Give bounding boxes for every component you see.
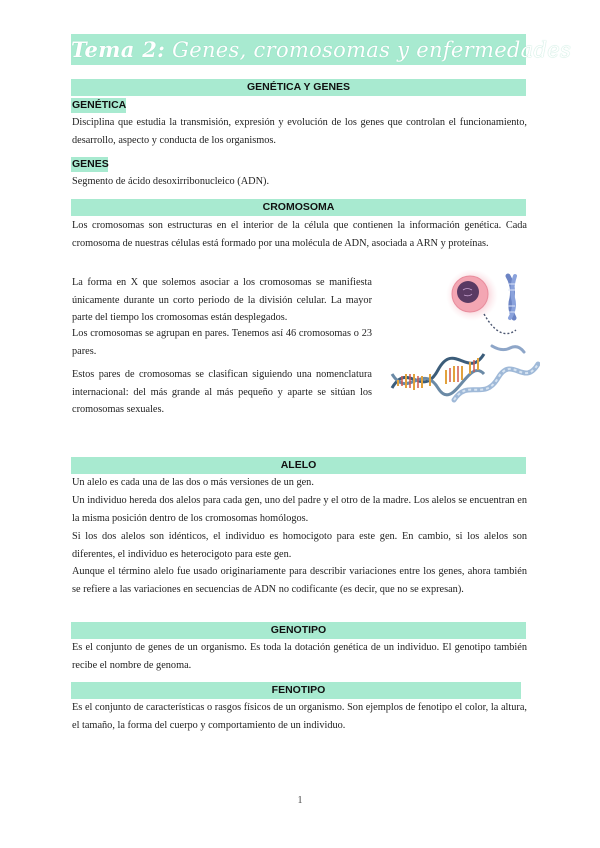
section-heading-alelo: ALELO: [280, 459, 317, 471]
section-heading-cromosoma: CROMOSOMA: [262, 201, 335, 213]
title-bold: Tema 2:: [71, 37, 166, 62]
subheading-genetica: GENÉTICA: [72, 99, 127, 111]
paragraph-cromosoma-3: Los cromosomas se agrupan en pares. Tenemos así 46 cromosomas o 23 pares.: [72, 328, 372, 357]
paragraph-cromosoma-2: La forma en X que solemos asociar a los cromosomas se manifiesta únicamente durante un corto periodo de la división celular. La mayor parte del tiempo los cromosomas están desplegados.: [72, 277, 372, 323]
paragraph-alelo-4: Aunque el término alelo fue usado originariamente para describir variaciones entre los genes, ahora también se refiere a las variaciones en secuencias de ADN no codificante (es decir, que no se expresan).: [72, 566, 527, 595]
paragraph-cromosoma-4: Estos pares de cromosomas se clasifican siguiendo una nomenclatura internacional: del más grande al más pequeño y aparte se sitúan los cromosomas sexuales.: [72, 369, 372, 415]
chromosome-dna-illustration: [388, 270, 540, 420]
paragraph-alelo-2: Un individuo hereda dos alelos para cada gen, uno del padre y el otro de la madre. Los alelos se encuentran en la misma posición dentro de los cromosomas homólogos.: [72, 495, 527, 524]
section-heading-genotipo: GENOTIPO: [270, 624, 327, 636]
dna-ribbon: [454, 346, 538, 400]
cell-nucleus: [457, 281, 479, 303]
paragraph-genetica: Disciplina que estudia la transmisión, expresión y evolución de los genes que controlan el funcionamiento, desarrollo, aspecto y conducta de los organismos.: [72, 117, 527, 146]
paragraph-genotipo: Es el conjunto de genes de un organismo. Es toda la dotación genética de un individuo. El genotipo también recibe el nombre de genoma.: [72, 642, 527, 671]
paragraph-genes: Segmento de ácido desoxirribonucleico (ADN).: [72, 176, 270, 187]
paragraph-cromosoma-1: Los cromosomas son estructuras en el interior de la célula que contienen la información genética. Cada cromosoma de nuestras células está formado por una molécula de ADN, asociada a ARN y proteínas.: [72, 220, 527, 249]
page-title: [71, 34, 572, 65]
page-number: 1: [297, 795, 303, 806]
paragraph-alelo-3: Si los dos alelos son idénticos, el individuo es homocigoto para este gen. En cambio, si los alelos son diferentes, el individuo es heterocigoto para este gen.: [72, 531, 527, 560]
chromosome-shape: [508, 276, 515, 318]
title-rest: Genes, cromosomas y enfermedades: [165, 38, 572, 62]
paragraph-alelo-1: Un alelo es cada una de las dos o más versiones de un gen.: [72, 477, 314, 488]
paragraph-fenotipo: Es el conjunto de características o rasgos físicos de un organismo. Son ejemplos de fenotipo el color, la altura, el tamaño, la forma del cuerpo y comportamiento de un individuo.: [72, 702, 527, 731]
section-heading-fenotipo: FENOTIPO: [271, 684, 326, 696]
section-heading-genetica-genes: GENÉTICA Y GENES: [246, 81, 351, 93]
subheading-genes: GENES: [72, 158, 109, 170]
